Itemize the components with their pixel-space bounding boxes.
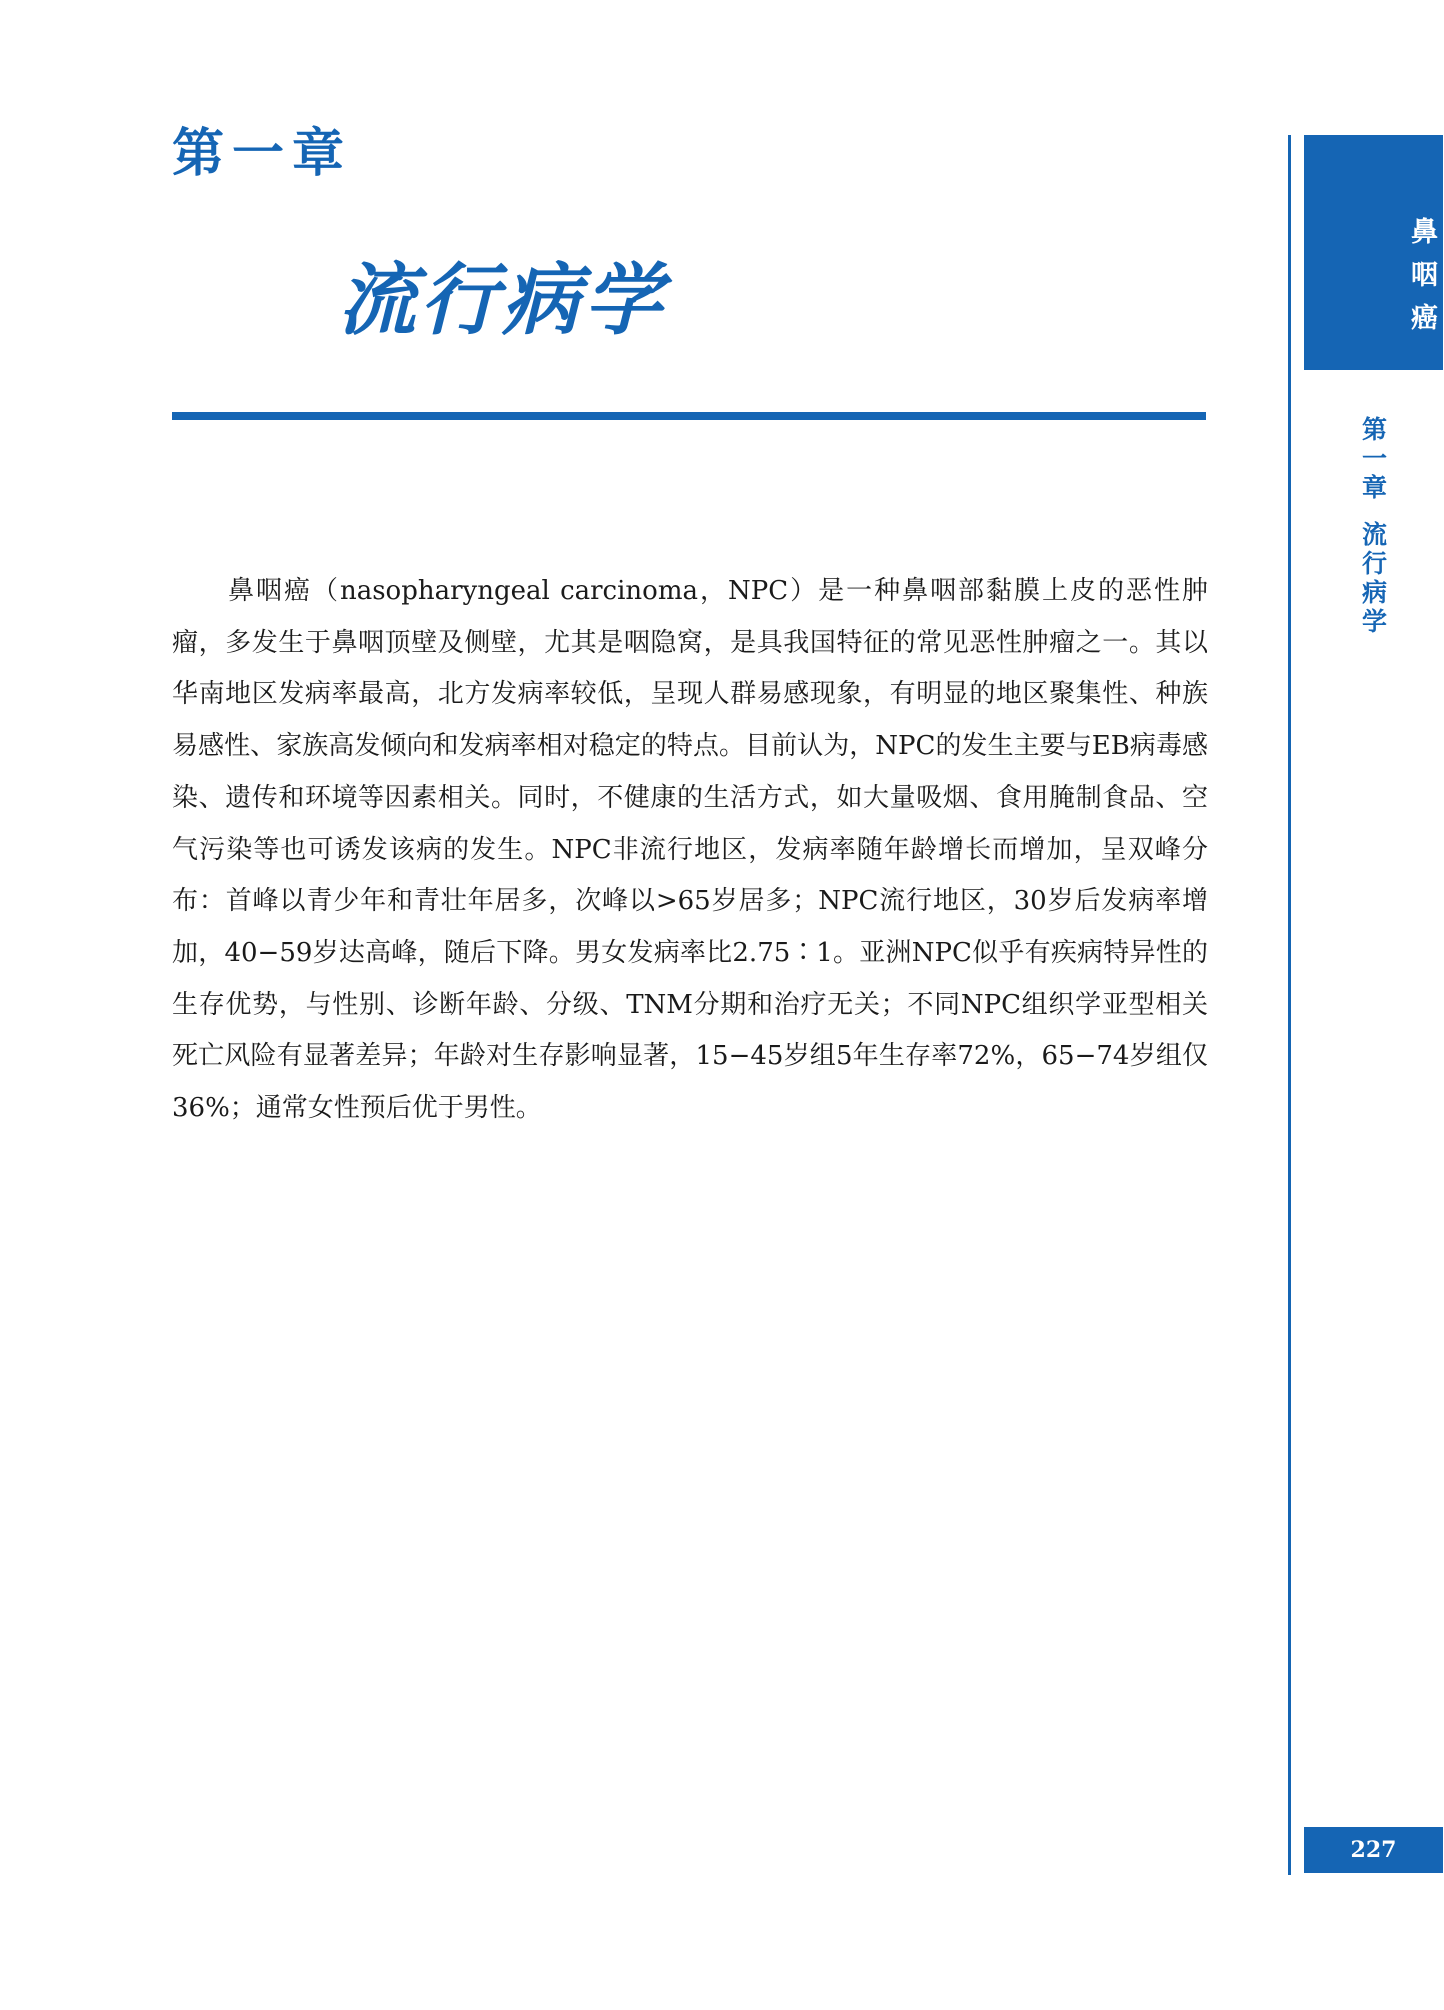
title-divider — [172, 412, 1206, 420]
page-number: 227 — [1304, 1827, 1443, 1873]
sidebar-vertical-rule — [1288, 135, 1291, 1875]
sidebar-book-title: 鼻咽癌 — [1406, 216, 1437, 346]
sidebar-chapter-info — [1338, 416, 1408, 637]
sidebar-book-title-block — [1304, 135, 1443, 370]
sidebar-chapter-label: 第一章 — [1358, 416, 1388, 503]
chapter-title-heading: 流行病学 — [338, 256, 667, 346]
chapter-number-heading: 第一章 — [172, 124, 353, 184]
body-paragraph: 鼻咽癌（nasopharyngeal carcinoma，NPC）是一种鼻咽部黏膜上皮的恶性肿瘤，多发生于鼻咽顶壁及侧壁，尤其是咽隐窝，是具我国特征的常见恶性肿瘤之一。其以华南地区发病率最高，北方发病率较低，呈现人群易感现象，有明显的地区聚集性、种族易感性、家族高发倾向和发病率相对稳定的特点。目前认为，NPC的发生主要与EB病毒感染、遗传和环境等因素相关。同时，不健康的生活方式，如大量吸烟、食用腌制食品、空气污染等也可诱发该病的发生。NPC非流行地区，发病率随年龄增长而增加，呈双峰分布：首峰以青少年和青壮年居多，次峰以>65岁居多；NPC流行地区，30岁后发病率增加，40−59岁达高峰，随后下降。男女发病率比2.75∶1。亚洲NPC似乎有疾病特异性的生存优势，与性别、诊断年龄、分级、TNM分期和治疗无关；不同NPC组织学亚型相关死亡风险有显著差异；年龄对生存影响显著，15−45岁组5年生存率72%，65−74岁组仅36%；通常女性预后优于男性。 — [172, 576, 1208, 1124]
sidebar-chapter-title: 流行病学 — [1358, 521, 1388, 637]
